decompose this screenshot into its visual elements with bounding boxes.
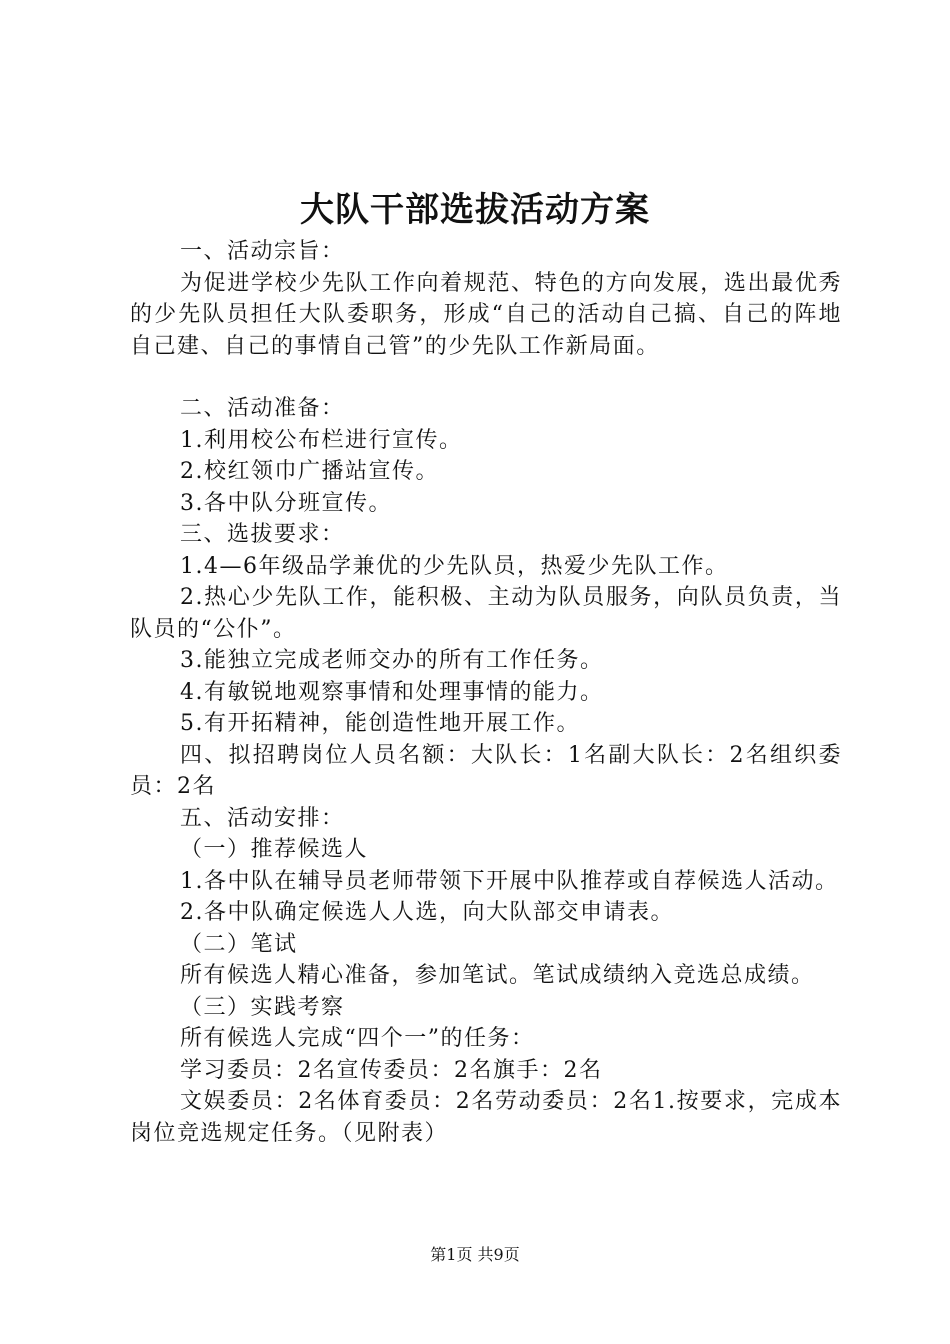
section-heading-purpose: 一、活动宗旨： [180,239,345,264]
document-body [130,236,842,1149]
subsection-heading-recommend: （一）推荐候选人 [180,837,369,862]
requirement-item: 2.热心少先队工作，能积极、主动为队员服务，向队员负责，当队员的“公仆”。 [130,585,842,642]
section-heading-positions: 四、拟招聘岗位人员名额：大队长：1名副大队长：2名组织委员：2名 [130,742,842,799]
section-heading-arrangement: 五、活动安排： [180,805,345,831]
page-footer: 第1页 共9页 [430,1245,520,1264]
paragraph-spacer [130,362,842,393]
written-test-paragraph: 所有候选人精心准备，参加笔试。笔试成绩纳入竞选总成绩。 [180,963,815,988]
practice-paragraph: 所有候选人完成“四个一”的任务： [180,1026,535,1051]
positions-list-line: 文娱委员：2名体育委员：2名劳动委员：2名1.按要求，完成本岗位竞选规定任务。（见附表） [130,1089,842,1146]
requirement-item: 1.4—6年级品学兼优的少先队员，热爱少先队工作。 [180,553,729,579]
document-title: 大队干部选拔活动方案 [300,190,650,230]
requirement-item: 4.有敏锐地观察事情和处理事情的能力。 [180,679,604,705]
preparation-item: 2.校红领巾广播站宣传。 [180,459,439,484]
subsection-heading-written-test: （二）笔试 [180,931,298,957]
requirement-item: 5.有开拓精神，能创造性地开展工作。 [180,711,580,736]
requirement-item: 3.能独立完成老师交办的所有工作任务。 [180,648,604,673]
section-heading-requirements: 三、选拔要求： [180,522,345,547]
subsection-heading-practice: （三）实践考察 [180,994,345,1020]
positions-list-line: 学习委员：2名宣传委员：2名旗手：2名 [180,1057,603,1083]
preparation-item: 1.利用校公布栏进行宣传。 [180,427,463,453]
recommend-item: 2.各中队确定候选人人选，向大队部交申请表。 [180,900,674,925]
recommend-item: 1.各中队在辅导员老师带领下开展中队推荐或自荐候选人活动。 [180,868,839,894]
section-heading-preparation: 二、活动准备： [180,396,345,421]
preparation-item: 3.各中队分班宣传。 [180,490,392,516]
purpose-paragraph: 为促进学校少先队工作向着规范、特色的方向发展，选出最优秀的少先队员担任大队委职务，形成“自己的活动自己搞、自己的阵地自己建、自己的事情自己管”的少先队工作新局面。 [130,270,842,359]
